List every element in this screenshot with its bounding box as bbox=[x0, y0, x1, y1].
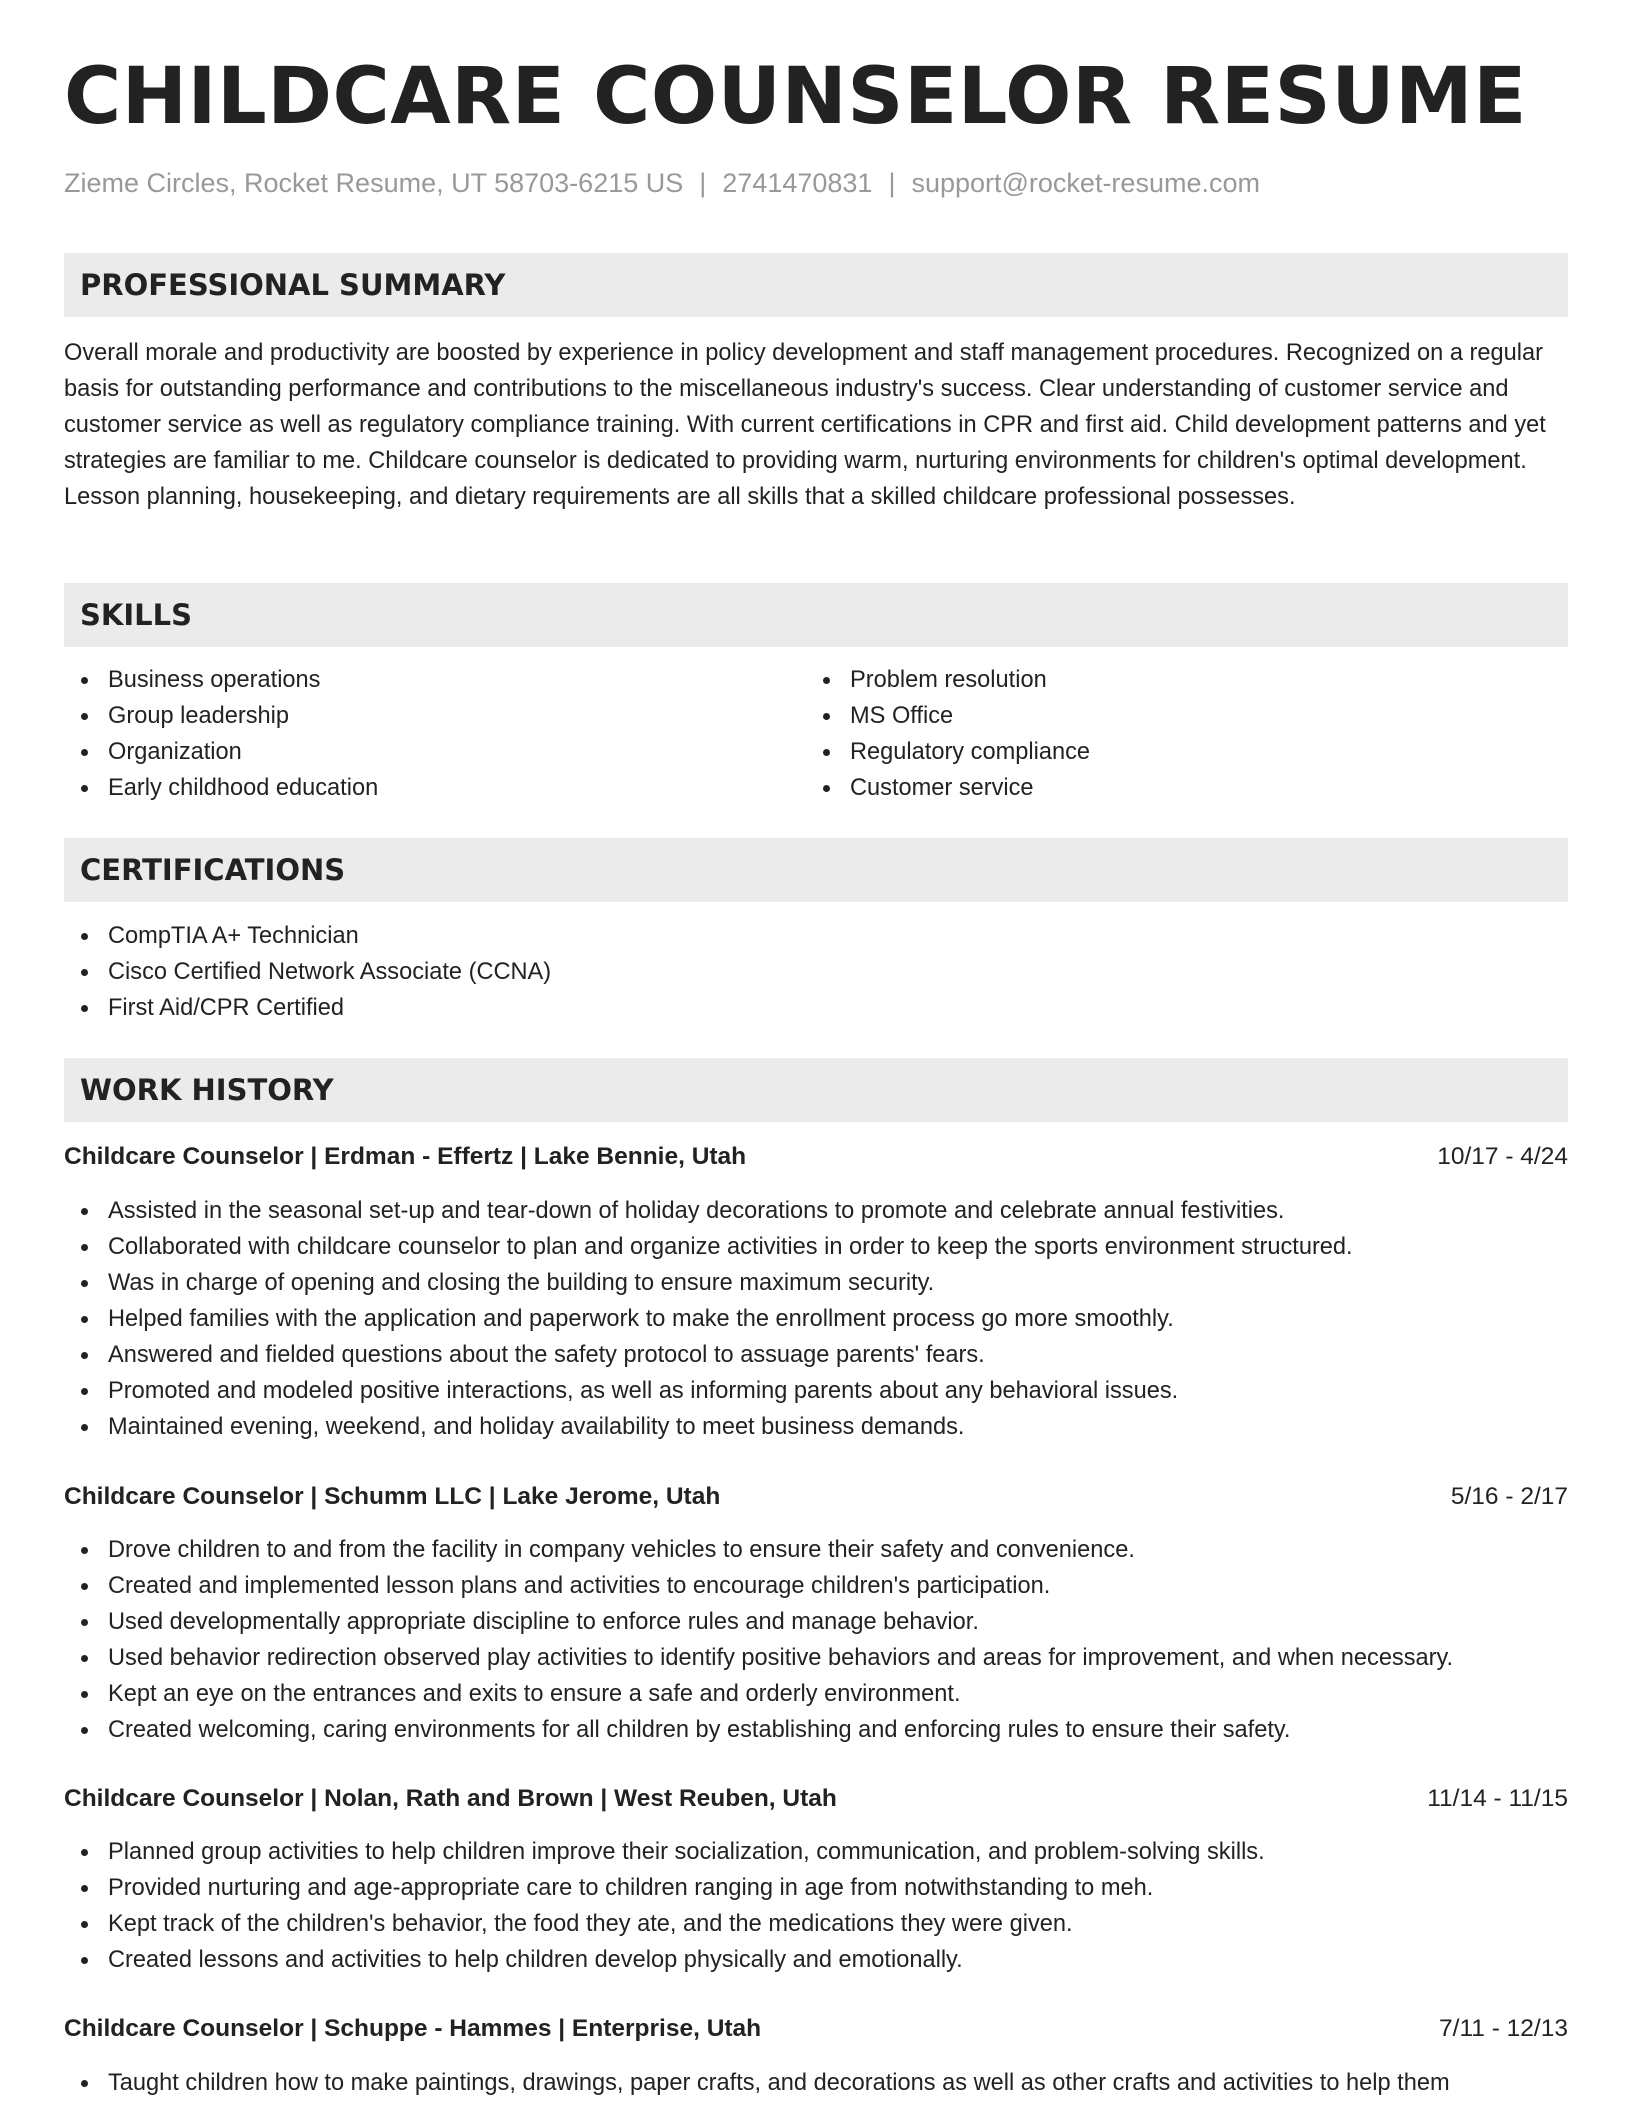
job-bullet: Collaborated with childcare counselor to plan and organize activities in order to keep the sports environment structured. bbox=[108, 1229, 1353, 1265]
skills-list-right bbox=[806, 662, 1090, 806]
resume-title: CHILDCARE COUNSELOR RESUME bbox=[64, 52, 1527, 142]
job-bullet: Was in charge of opening and closing the building to ensure maximum security. bbox=[108, 1265, 1353, 1301]
skill-item: MS Office bbox=[850, 698, 1090, 734]
job-bullet: Taught children how to make paintings, drawings, paper crafts, and decorations as well as other crafts and activities to help them bbox=[108, 2065, 1450, 2101]
job-bullet: Answered and fielded questions about the safety protocol to assuage parents' fears. bbox=[108, 1337, 1353, 1373]
job-bullet: Drove children to and from the facility in company vehicles to ensure their safety and convenience. bbox=[108, 1532, 1453, 1568]
job-bullet: Planned group activities to help children improve their socialization, communication, and problem-solving skills. bbox=[108, 1834, 1265, 1870]
section-header-work-history: WORK HISTORY bbox=[64, 1058, 1568, 1122]
summary-text: Overall morale and productivity are boosted by experience in policy development and staff management procedures. Recognized on a regular basis for outstanding performance and contributions to the miscellaneous industry's success. Clear understanding of customer service and customer service as well as regulatory compliance training. With current certifications in CPR and first aid. Child development patterns and yet strategies are familiar to me. Childcare counselor is dedicated to providing warm, nurturing environments for children's optimal development. Lesson planning, housekeeping, and dietary requirements are all skills that a skilled childcare professional possesses. bbox=[64, 340, 1546, 510]
job-title: Childcare Counselor | Schumm LLC | Lake Jerome, Utah bbox=[64, 1483, 721, 1510]
certification-item: First Aid/CPR Certified bbox=[108, 990, 551, 1026]
skill-item: Problem resolution bbox=[850, 662, 1090, 698]
job-bullets bbox=[64, 2065, 1450, 2101]
job-header bbox=[64, 1139, 1568, 1175]
job-title: Childcare Counselor | Schuppe - Hammes | Enterprise, Utah bbox=[64, 2015, 762, 2042]
section-header-certifications: CERTIFICATIONS bbox=[64, 838, 1568, 902]
job-bullet: Created welcoming, caring environments for all children by establishing and enforcing rules to ensure their safety. bbox=[108, 1712, 1453, 1748]
job-bullet: Promoted and modeled positive interactions, as well as informing parents about any behavioral issues. bbox=[108, 1373, 1353, 1409]
skill-item: Organization bbox=[108, 734, 378, 770]
certification-item: CompTIA A+ Technician bbox=[108, 918, 551, 954]
job-bullet: Kept track of the children's behavior, the food they ate, and the medications they were given. bbox=[108, 1906, 1265, 1942]
skill-item: Group leadership bbox=[108, 698, 378, 734]
job-header bbox=[64, 1781, 1568, 1817]
section-header-skills: SKILLS bbox=[64, 583, 1568, 647]
job-bullet: Assisted in the seasonal set-up and tear-down of holiday decorations to promote and celebrate annual festivities. bbox=[108, 1193, 1353, 1229]
job-bullet: Kept an eye on the entrances and exits to ensure a safe and orderly environment. bbox=[108, 1676, 1453, 1712]
job-bullets bbox=[64, 1193, 1353, 1445]
skill-item: Regulatory compliance bbox=[850, 734, 1090, 770]
job-bullet: Maintained evening, weekend, and holiday availability to meet business demands. bbox=[108, 1409, 1353, 1445]
job-bullet: Used developmentally appropriate discipline to enforce rules and manage behavior. bbox=[108, 1604, 1453, 1640]
job-bullet: Used behavior redirection observed play activities to identify positive behaviors and areas for improvement, and when necessary. bbox=[108, 1640, 1453, 1676]
certification-item: Cisco Certified Network Associate (CCNA) bbox=[108, 954, 551, 990]
contact-line bbox=[64, 168, 1260, 199]
job-dates: 11/14 - 11/15 bbox=[1427, 1785, 1568, 1812]
contact-phone: 2741470831 bbox=[722, 168, 873, 198]
job-bullet: Provided nurturing and age-appropriate care to children ranging in age from notwithstanding to meh. bbox=[108, 1870, 1265, 1906]
job-title: Childcare Counselor | Nolan, Rath and Brown | West Reuben, Utah bbox=[64, 1785, 837, 1812]
job-header bbox=[64, 2011, 1568, 2047]
skill-item: Customer service bbox=[850, 770, 1090, 806]
job-dates: 7/11 - 12/13 bbox=[1439, 2015, 1568, 2042]
skills-list-left bbox=[64, 662, 378, 806]
contact-email: support@rocket-resume.com bbox=[911, 168, 1260, 198]
job-title: Childcare Counselor | Erdman - Effertz | Lake Bennie, Utah bbox=[64, 1143, 747, 1170]
job-dates: 10/17 - 4/24 bbox=[1437, 1143, 1568, 1170]
certifications-list bbox=[64, 918, 551, 1026]
section-header-summary: PROFESSIONAL SUMMARY bbox=[64, 253, 1568, 317]
skill-item: Business operations bbox=[108, 662, 378, 698]
job-dates: 5/16 - 2/17 bbox=[1450, 1483, 1568, 1510]
contact-separator: | bbox=[699, 168, 707, 198]
job-header bbox=[64, 1479, 1568, 1515]
contact-address: Zieme Circles, Rocket Resume, UT 58703-6215 US bbox=[64, 168, 684, 198]
skill-item: Early childhood education bbox=[108, 770, 378, 806]
job-bullet: Created and implemented lesson plans and activities to encourage children's participation. bbox=[108, 1568, 1453, 1604]
job-bullets bbox=[64, 1834, 1265, 1978]
job-bullet: Created lessons and activities to help children develop physically and emotionally. bbox=[108, 1942, 1265, 1978]
contact-separator: | bbox=[888, 168, 896, 198]
job-bullet: Helped families with the application and paperwork to make the enrollment process go more smoothly. bbox=[108, 1301, 1353, 1337]
job-bullets bbox=[64, 1532, 1453, 1748]
